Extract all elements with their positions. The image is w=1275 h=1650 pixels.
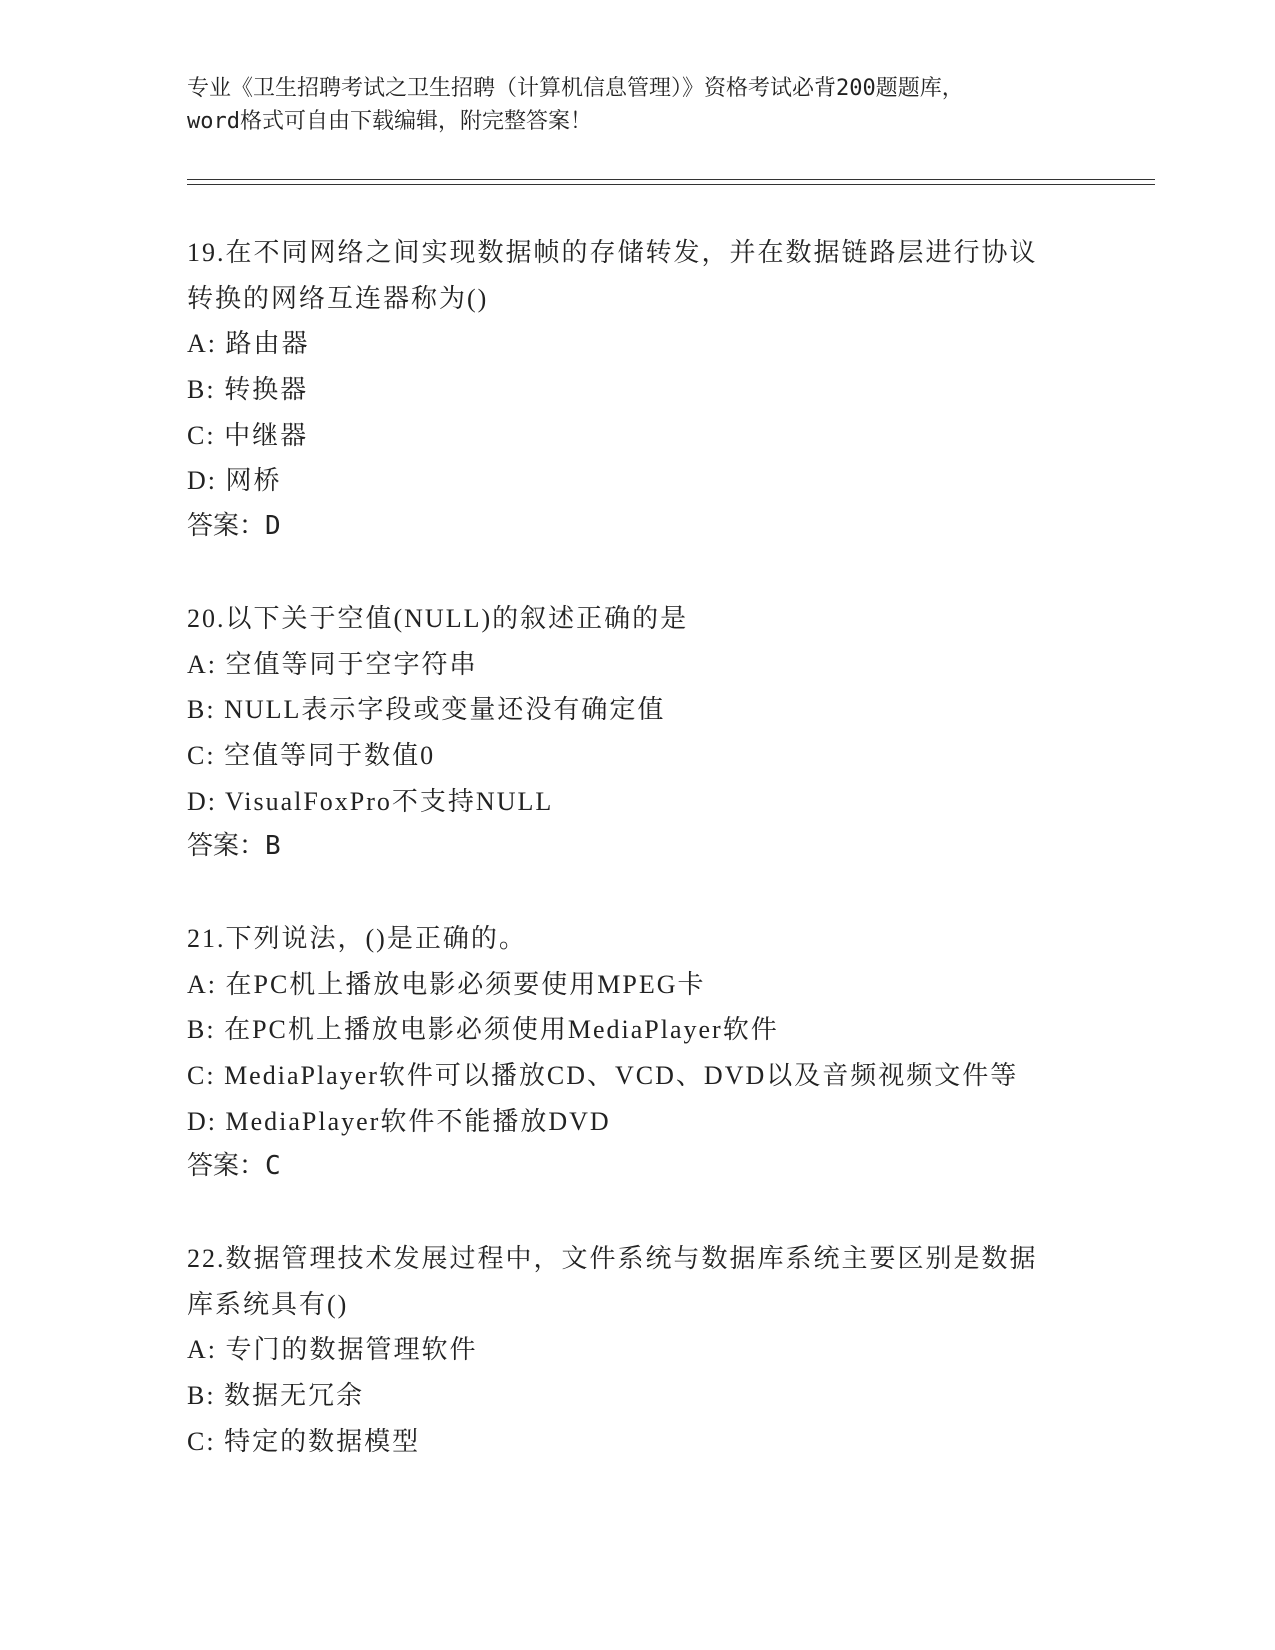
answer-line: 答案：B	[187, 831, 281, 862]
question-stem: 19.在不同网络之间实现数据帧的存储转发，并在数据链路层进行协议	[187, 238, 1038, 267]
option-c: C: 特定的数据模型	[187, 1426, 421, 1456]
option-d: D: MediaPlayer软件不能播放DVD	[187, 1106, 611, 1136]
question-22	[187, 1236, 1087, 1464]
option-d: D: 网桥	[187, 466, 282, 496]
answer-line: 答案：D	[187, 511, 281, 542]
header-title-line-1: 专业《卫生招聘考试之卫生招聘（计算机信息管理）》资格考试必背200题题库，	[187, 76, 964, 101]
option-d: D: VisualFoxPro不支持NULL	[187, 786, 554, 816]
option-b: B: NULL表示字段或变量还没有确定值	[187, 695, 666, 725]
option-b: B: 数据无冗余	[187, 1381, 365, 1411]
header-divider-top	[187, 179, 1155, 180]
question-stem: 21.下列说法，()是正确的。	[187, 924, 527, 953]
option-c: C: 空值等同于数值0	[187, 741, 436, 771]
option-a: A: 空值等同于空字符串	[187, 649, 478, 679]
option-c: C: 中继器	[187, 420, 309, 450]
question-stem-continued: 库系统具有()	[187, 1289, 349, 1319]
option-a: A: 专门的数据管理软件	[187, 1335, 478, 1365]
document-header	[187, 72, 1087, 138]
question-20	[187, 596, 1087, 870]
answer-line: 答案：C	[187, 1151, 281, 1182]
question-stem: 20.以下关于空值(NULL)的叙述正确的是	[187, 604, 689, 633]
question-stem-continued: 转换的网络互连器称为()	[187, 283, 489, 313]
option-a: A: 路由器	[187, 329, 310, 359]
question-21	[187, 916, 1087, 1190]
option-b: B: 转换器	[187, 375, 309, 405]
option-a: A: 在PC机上播放电影必须要使用MPEG卡	[187, 969, 706, 999]
question-19	[187, 230, 1087, 550]
option-c: C: MediaPlayer软件可以播放CD、VCD、DVD以及音频视频文件等	[187, 1061, 1019, 1091]
header-divider-bottom	[187, 184, 1155, 185]
header-title-line-2: word格式可自由下载编辑，附完整答案！	[187, 109, 592, 134]
option-b: B: 在PC机上播放电影必须使用MediaPlayer软件	[187, 1015, 779, 1045]
question-stem: 22.数据管理技术发展过程中，文件系统与数据库系统主要区别是数据	[187, 1244, 1038, 1273]
